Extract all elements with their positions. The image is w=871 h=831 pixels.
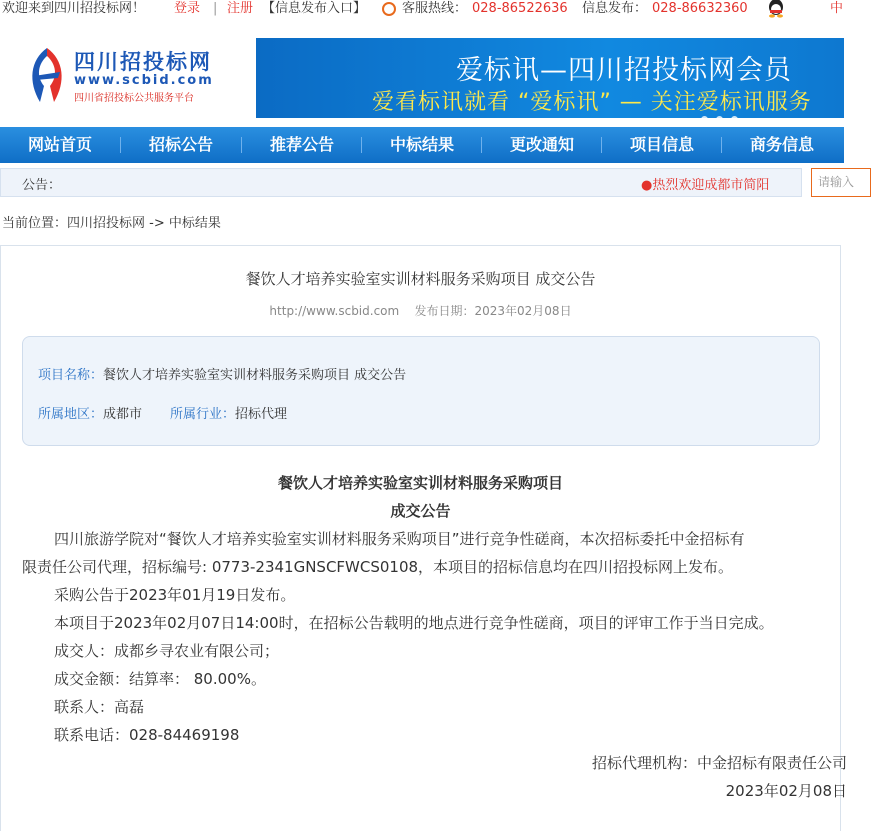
publish-entry-link[interactable]: 【信息发布入口】 bbox=[262, 1, 367, 16]
divider: | bbox=[213, 1, 218, 16]
publish-label: 信息发布： bbox=[582, 1, 648, 16]
banner-line1: 爱标讯—四川招投标网会员 bbox=[456, 55, 792, 86]
banner-line2: 爱看标讯就看 “爱标讯” — 关注爱标讯服务 bbox=[372, 90, 812, 115]
phone-icon bbox=[382, 2, 396, 16]
paragraph-1b: 限责任公司代理，招标编号: 0773-2341GNSCFWCS0108，本项目的招标信息均在四川招投标网上发布。 bbox=[22, 558, 734, 576]
nav-item-business[interactable]: 商务信息 bbox=[749, 135, 814, 154]
search-input[interactable]: 请输入 bbox=[811, 168, 871, 197]
article-meta bbox=[0, 302, 841, 319]
info-project-name: 项目名称：餐饮人才培养实验室实训材料服务采购项目 成交公告 bbox=[38, 368, 407, 383]
topbar-right-text: 中 bbox=[830, 1, 844, 16]
paragraph-1a: 四川旅游学院对“餐饮人才培养实验室实训材料服务采购项目”进行竞争性磋商，本次招标委托中金招标有 bbox=[54, 530, 745, 548]
nav-item-tender[interactable]: 招标公告 bbox=[148, 135, 213, 154]
notice-label: 公告： bbox=[22, 178, 62, 193]
paragraph-phone: 联系电话：028-84469198 bbox=[54, 726, 240, 744]
nav-item-changes[interactable]: 更改通知 bbox=[509, 135, 574, 154]
nav-item-recommended[interactable]: 推荐公告 bbox=[269, 135, 334, 154]
hotline-number: 028-86522636 bbox=[472, 1, 568, 16]
hotline-label: 客服热线： bbox=[402, 1, 468, 16]
welcome-text: 欢迎来到四川招投标网！ bbox=[2, 1, 146, 16]
notice-marquee[interactable]: ●热烈欢迎成都市简阳 bbox=[641, 178, 770, 193]
paragraph-2: 采购公告于2023年01月19日发布。 bbox=[54, 586, 296, 604]
logo-subtitle: 四川省招投标公共服务平台 bbox=[74, 93, 194, 104]
publish-number: 028-86632360 bbox=[652, 1, 748, 16]
main-nav bbox=[0, 127, 844, 163]
nav-item-home[interactable]: 网站首页 bbox=[27, 135, 92, 154]
paragraph-amount: 成交金额：结算率： 80.00%。 bbox=[54, 670, 266, 688]
nav-item-results[interactable]: 中标结果 bbox=[389, 135, 454, 154]
qq-icon[interactable] bbox=[766, 0, 786, 16]
article-date: 2023年02月08日 bbox=[474, 304, 572, 318]
article-date-label: 发布日期： bbox=[414, 304, 475, 318]
agency-signature: 招标代理机构：中金招标有限责任公司 bbox=[591, 754, 847, 772]
banner-pagination[interactable] bbox=[701, 108, 746, 127]
paragraph-3: 本项目于2023年02月07日14:00时，在招标公告载明的地点进行竞争性磋商，项目的评审工作于当日完成。 bbox=[54, 614, 774, 632]
top-bar bbox=[0, 0, 844, 18]
site-logo[interactable] bbox=[22, 46, 232, 108]
project-info-box bbox=[22, 336, 820, 446]
info-region: 所属地区：成都市 bbox=[38, 407, 143, 422]
register-link[interactable]: 注册 bbox=[227, 1, 254, 16]
article-source: http://www.scbid.com bbox=[269, 304, 400, 318]
info-industry: 所属行业：招标代理 bbox=[170, 407, 288, 422]
logo-url: www.scbid.com bbox=[74, 73, 214, 88]
paragraph-winner: 成交人：成都乡寻农业有限公司； bbox=[54, 642, 280, 660]
paragraph-contact: 联系人：高磊 bbox=[54, 698, 145, 716]
header-banner[interactable] bbox=[256, 38, 844, 118]
notice-bar bbox=[0, 168, 802, 197]
nav-item-projects[interactable]: 项目信息 bbox=[629, 135, 694, 154]
breadcrumb: 当前位置：四川招投标网 -> 中标结果 bbox=[2, 216, 221, 231]
login-link[interactable]: 登录 bbox=[174, 1, 201, 16]
header bbox=[0, 26, 844, 126]
logo-emblem-icon bbox=[22, 46, 72, 106]
signature-date: 2023年02月08日 bbox=[725, 782, 847, 800]
body-title-1: 餐饮人才培养实验室实训材料服务采购项目 bbox=[277, 474, 563, 492]
logo-title: 四川招投标网 bbox=[74, 49, 212, 74]
article-title: 餐饮人才培养实验室实训材料服务采购项目 成交公告 bbox=[245, 270, 596, 288]
body-title-2: 成交公告 bbox=[390, 502, 451, 520]
